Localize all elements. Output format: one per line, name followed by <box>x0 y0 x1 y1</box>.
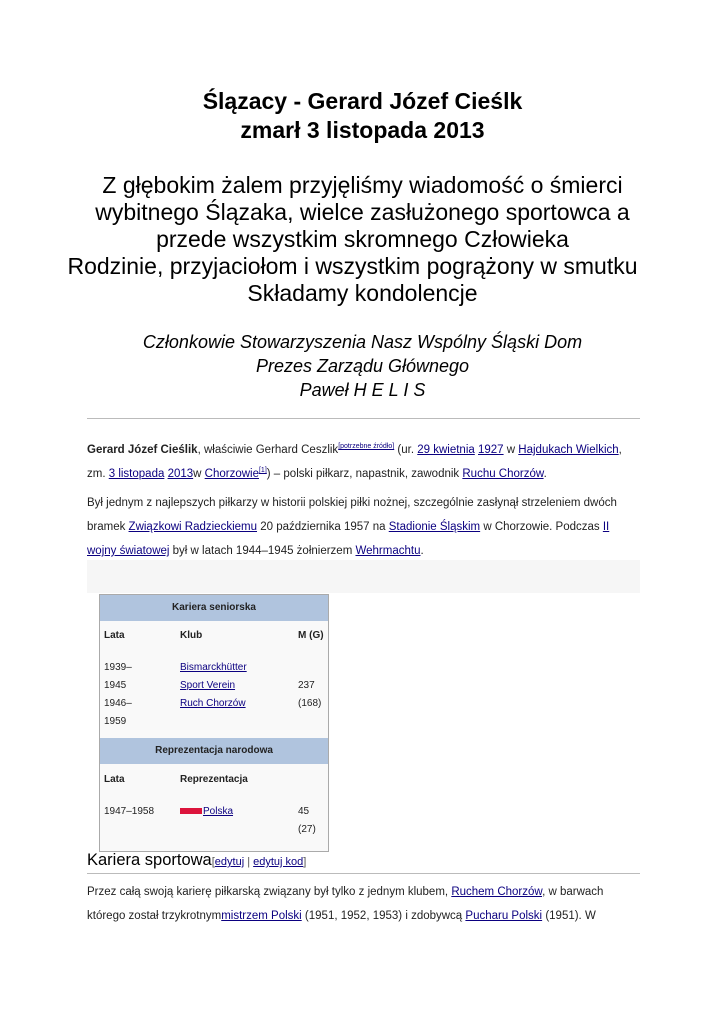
row2-years-end: 1959 <box>104 716 127 727</box>
national-apps: 45 <box>298 806 310 817</box>
text: w <box>503 444 519 456</box>
link-death-date[interactable]: 3 listopada <box>108 468 165 480</box>
gray-band <box>87 560 640 593</box>
row1-apps: 237 <box>298 680 315 691</box>
link-birth-place[interactable]: Hajdukach Wielkich <box>518 444 619 456</box>
separator: | <box>244 856 254 868</box>
text: . <box>420 545 424 557</box>
club-link-sport-verein[interactable]: Sport Verein <box>180 680 236 691</box>
text: bramek <box>87 521 129 533</box>
link-ruch[interactable]: Ruchem Chorzów <box>451 886 543 898</box>
link-club[interactable]: Ruchu Chorzów <box>462 468 544 480</box>
link-polish-cup[interactable]: Pucharu Polski <box>465 910 543 922</box>
text: zm. <box>87 468 109 480</box>
link-death-place[interactable]: Chorzowie <box>204 468 259 480</box>
page-subtitle: zmarł 3 listopada 2013 <box>240 117 485 143</box>
text: . <box>543 468 547 480</box>
edit-link[interactable]: edytuj <box>214 856 245 868</box>
article-paragraph-3 <box>87 880 640 928</box>
link-wehrmacht[interactable]: Wehrmachtu <box>355 545 421 557</box>
col-team: Reprezentacja <box>180 774 248 785</box>
bracket: [ <box>211 856 215 868</box>
row1-years-end: 1945 <box>104 680 127 691</box>
national-team-header: Reprezentacja narodowa <box>100 738 328 764</box>
club-link-bismarckhutter[interactable]: Bismarckhütter <box>180 662 247 673</box>
text: w <box>193 468 205 480</box>
text: ) – polski piłkarz, napastnik, zawodnik <box>266 468 463 480</box>
edit-code-link[interactable]: edytuj kod <box>253 856 304 868</box>
col-club: Klub <box>180 630 203 641</box>
text: (1951, 1952, 1953) i zdobywcą <box>301 910 466 922</box>
col-years: Lata <box>104 630 125 641</box>
link-ussr[interactable]: Związkowi Radzieckiemu <box>128 521 258 533</box>
text: , w barwach <box>542 886 604 898</box>
link-birth-year[interactable]: 1927 <box>478 444 504 456</box>
article-paragraph-2 <box>87 491 640 563</box>
article-paragraph-1 <box>87 438 640 486</box>
senior-career-header: Kariera seniorska <box>100 595 328 621</box>
national-years: 1947–1958 <box>104 806 155 817</box>
condolence-line-3: przede wszystkim skromnego Człowieka <box>156 226 569 252</box>
page-title: Ślązacy - Gerard Józef Cieślk <box>202 88 523 114</box>
national-goals: (27) <box>298 824 316 835</box>
link-ww2-cont[interactable]: wojny światowej <box>87 545 170 557</box>
text: był w latach 1944–1945 żołnierzem <box>169 545 356 557</box>
signature-role: Prezes Zarządu Głównego <box>255 356 470 376</box>
link-birth-date[interactable]: 29 kwietnia <box>417 444 475 456</box>
row2-apps: (168) <box>298 698 322 709</box>
poland-flag-icon <box>180 808 202 814</box>
link-stadium[interactable]: Stadionie Śląskim <box>388 521 481 533</box>
link-polish-champion[interactable]: mistrzem Polski <box>221 910 302 922</box>
divider <box>87 418 640 419</box>
club-link-ruch-chorzow[interactable]: Ruch Chorzów <box>180 698 246 709</box>
text: 20 października 1957 na <box>257 521 389 533</box>
col-years-2: Lata <box>104 774 125 785</box>
edit-section-links <box>212 856 307 868</box>
section-heading <box>87 849 640 874</box>
text: którego został trzykrotnym <box>87 910 222 922</box>
citation-needed-link[interactable]: [potrzebne źródło] <box>338 443 395 451</box>
row2-years-start: 1946– <box>104 698 132 709</box>
bracket: ] <box>303 856 307 868</box>
text: Przez całą swoją karierę piłkarską związany był tylko z jednym klubem, <box>87 886 452 898</box>
text: w Chorzowie. Podczas <box>480 521 603 533</box>
text: (ur. <box>394 444 418 456</box>
text: (1951). W <box>542 910 596 922</box>
section-title: Kariera sportowa <box>87 851 212 869</box>
col-apps: M (G) <box>298 630 324 641</box>
text: , właściwie Gerhard Ceszlik <box>197 444 339 456</box>
signature-organization: Członkowie Stowarzyszenia Nasz Wspólny Śląski Dom <box>142 332 583 352</box>
condolence-line-2: wybitnego Ślązaka, wielce zasłużonego sportowca a <box>95 199 630 225</box>
citation-link[interactable]: [1] <box>258 467 267 475</box>
link-death-year[interactable]: 2013 <box>167 468 194 480</box>
text: , <box>618 444 622 456</box>
condolence-line-1: Z głębokim żalem przyjęliśmy wiadomość o śmierci <box>102 172 623 198</box>
condolence-line-5: Składamy kondolencje <box>247 280 478 306</box>
career-infobox <box>99 594 329 852</box>
row1-years-start: 1939– <box>104 662 132 673</box>
national-team-link-polska[interactable]: Polska <box>203 806 234 817</box>
signature-name: Paweł H E L I S <box>299 380 426 400</box>
article-subject-name: Gerard Józef Cieślik <box>87 444 198 456</box>
link-ww2[interactable]: II <box>602 521 610 533</box>
condolence-line-4: Rodzinie, przyjaciołom i wszystkim pogrążony w smutku <box>67 253 638 279</box>
text: Był jednym z najlepszych piłkarzy w historii polskiej piłki nożnej, szczególnie zasłynął strzeleniem dwóch <box>87 497 617 509</box>
